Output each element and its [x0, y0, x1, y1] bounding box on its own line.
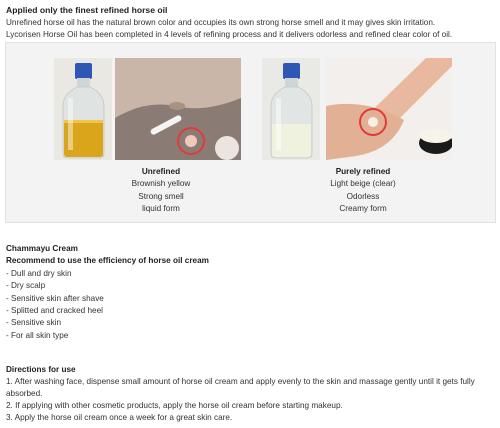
list-item: - Splitted and cracked heel [6, 306, 103, 316]
refined-caption [298, 166, 428, 216]
unrefined-heading: Unrefined [141, 167, 181, 176]
directions-title: Directions for use [6, 365, 76, 374]
intro-line: Lycorisen Horse Oil has been completed in 4 levels of refining process and it delivers odorless and refined clear color of oil. [6, 30, 453, 40]
refined-detail: Creamy form [339, 204, 387, 214]
unrefined-detail: Brownish yellow [131, 179, 191, 189]
intro-text [6, 17, 496, 42]
unrefined-detail: Strong smell [138, 191, 184, 201]
unrefined-bottle-photo [54, 58, 112, 160]
section-title: Applied only the finest refined horse oil [6, 5, 168, 15]
directions-line: 2. If applying with other cosmetic products, apply the horse oil cream before starting makeup. [6, 401, 343, 411]
list-item: - For all skin type [6, 330, 69, 340]
refined-detail: Light beige (clear) [330, 179, 396, 189]
refined-heading: Purely refined [335, 167, 391, 176]
intro-line: Unrefined horse oil has the natural brown color and occupies its own strong horse smell and it may gives skin irritation. [6, 18, 436, 27]
unrefined-caption [96, 166, 226, 216]
refined-skin-photo [326, 58, 452, 160]
comparison-panel [5, 42, 496, 223]
directions-line: 3. Apply the horse oil cream once a week for a great skin care. [6, 413, 233, 423]
directions-line: absorbed. [6, 389, 43, 399]
refined-detail: Odorless [346, 191, 380, 201]
list-item: - Sensitive skin [6, 318, 62, 328]
list-item: - Sensitive skin after shave [6, 293, 104, 303]
product-name: Chammayu Cream [6, 244, 78, 253]
list-item: - Dull and dry skin [6, 268, 72, 278]
refined-bottle-photo [262, 58, 320, 160]
unrefined-detail: liquid form [142, 204, 180, 214]
unrefined-skin-photo [115, 58, 241, 160]
recommend-title: Recommend to use the efficiency of horse oil cream [6, 256, 209, 266]
product-section [6, 243, 209, 342]
directions-line: 1. After washing face, dispense small amount of horse oil cream and apply evenly to the skin and massage gently until it gets fully [6, 377, 475, 387]
list-item: - Dry scalp [6, 281, 46, 291]
directions-section [6, 364, 475, 424]
